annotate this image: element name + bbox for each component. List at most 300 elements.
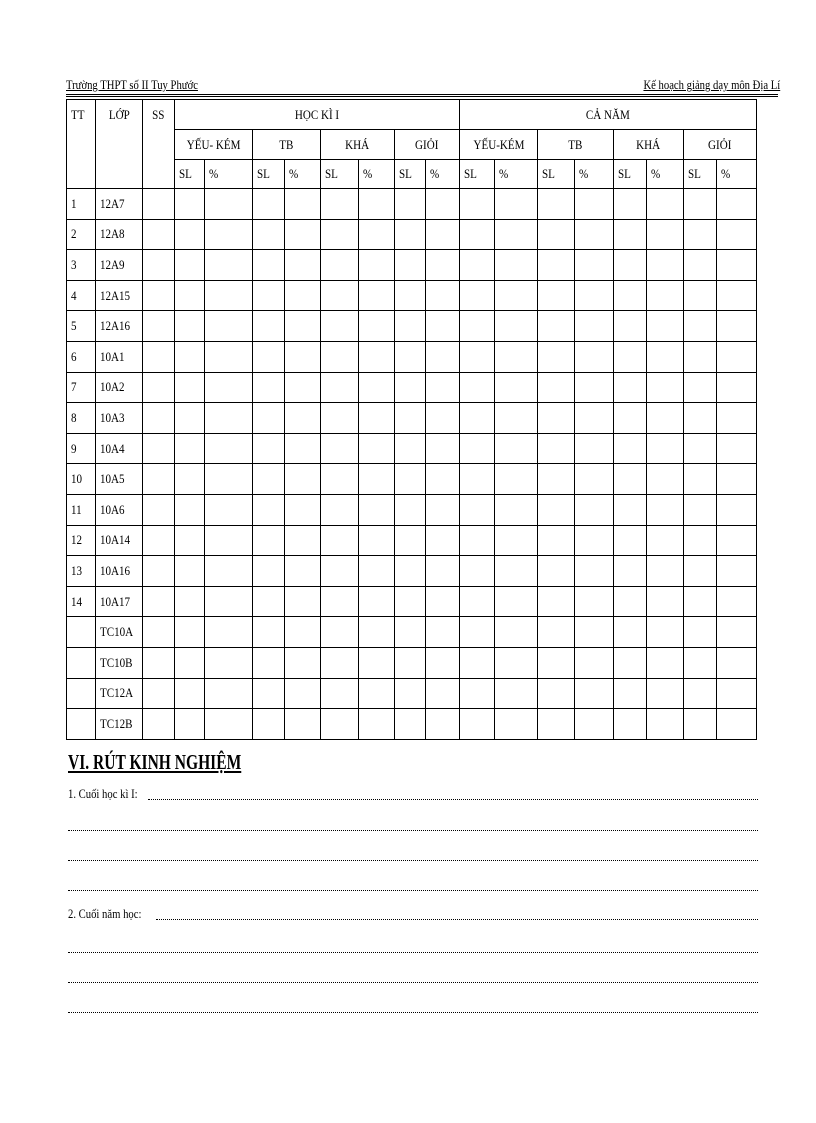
- cell-empty[interactable]: [205, 280, 253, 311]
- cell-empty[interactable]: [395, 341, 426, 372]
- cell-empty[interactable]: [495, 556, 538, 587]
- cell-empty[interactable]: [285, 678, 321, 709]
- cell-empty[interactable]: [684, 586, 717, 617]
- cell-empty[interactable]: [495, 433, 538, 464]
- cell-empty[interactable]: [684, 219, 717, 250]
- cell-empty[interactable]: [426, 372, 460, 403]
- cell-empty[interactable]: [321, 556, 359, 587]
- cell-empty[interactable]: [684, 494, 717, 525]
- cell-empty[interactable]: [538, 219, 575, 250]
- cell-empty[interactable]: [253, 647, 285, 678]
- cell-empty[interactable]: [684, 617, 717, 648]
- cell-empty[interactable]: [495, 189, 538, 220]
- cell-empty[interactable]: [614, 250, 647, 281]
- cell-empty[interactable]: [143, 219, 175, 250]
- cell-empty[interactable]: [614, 433, 647, 464]
- cell-empty[interactable]: [143, 556, 175, 587]
- cell-empty[interactable]: [575, 586, 614, 617]
- cell-empty[interactable]: [538, 525, 575, 556]
- cell-empty[interactable]: [460, 433, 495, 464]
- cell-empty[interactable]: [285, 403, 321, 434]
- cell-empty[interactable]: [175, 372, 205, 403]
- cell-empty[interactable]: [359, 586, 395, 617]
- cell-empty[interactable]: [426, 617, 460, 648]
- cell-empty[interactable]: [143, 403, 175, 434]
- cell-empty[interactable]: [614, 586, 647, 617]
- cell-empty[interactable]: [647, 403, 684, 434]
- cell-empty[interactable]: [426, 189, 460, 220]
- cell-empty[interactable]: [321, 372, 359, 403]
- cell-empty[interactable]: [205, 403, 253, 434]
- cell-empty[interactable]: [426, 525, 460, 556]
- cell-empty[interactable]: [460, 219, 495, 250]
- cell-empty[interactable]: [395, 709, 426, 740]
- cell-empty[interactable]: [395, 678, 426, 709]
- cell-empty[interactable]: [575, 433, 614, 464]
- cell-empty[interactable]: [575, 372, 614, 403]
- cell-empty[interactable]: [614, 647, 647, 678]
- cell-empty[interactable]: [647, 678, 684, 709]
- item2-dots[interactable]: [156, 919, 758, 920]
- cell-empty[interactable]: [495, 280, 538, 311]
- cell-empty[interactable]: [684, 341, 717, 372]
- cell-empty[interactable]: [205, 556, 253, 587]
- cell-empty[interactable]: [684, 372, 717, 403]
- cell-empty[interactable]: [395, 494, 426, 525]
- cell-empty[interactable]: [205, 678, 253, 709]
- cell-empty[interactable]: [495, 464, 538, 495]
- cell-empty[interactable]: [359, 494, 395, 525]
- cell-empty[interactable]: [205, 341, 253, 372]
- cell-empty[interactable]: [205, 189, 253, 220]
- cell-empty[interactable]: [285, 280, 321, 311]
- cell-empty[interactable]: [395, 311, 426, 342]
- cell-empty[interactable]: [143, 647, 175, 678]
- cell-empty[interactable]: [321, 250, 359, 281]
- cell-empty[interactable]: [495, 311, 538, 342]
- cell-empty[interactable]: [359, 464, 395, 495]
- cell-empty[interactable]: [426, 709, 460, 740]
- cell-empty[interactable]: [460, 250, 495, 281]
- cell-empty[interactable]: [538, 647, 575, 678]
- cell-empty[interactable]: [717, 280, 757, 311]
- cell-empty[interactable]: [285, 494, 321, 525]
- cell-empty[interactable]: [205, 494, 253, 525]
- cell-empty[interactable]: [285, 586, 321, 617]
- cell-empty[interactable]: [647, 372, 684, 403]
- cell-empty[interactable]: [205, 525, 253, 556]
- cell-empty[interactable]: [426, 280, 460, 311]
- cell-empty[interactable]: [647, 311, 684, 342]
- cell-empty[interactable]: [575, 556, 614, 587]
- cell-empty[interactable]: [175, 678, 205, 709]
- cell-empty[interactable]: [538, 556, 575, 587]
- cell-empty[interactable]: [359, 280, 395, 311]
- cell-empty[interactable]: [460, 189, 495, 220]
- cell-empty[interactable]: [575, 403, 614, 434]
- cell-empty[interactable]: [205, 219, 253, 250]
- cell-empty[interactable]: [575, 709, 614, 740]
- cell-empty[interactable]: [684, 678, 717, 709]
- cell-empty[interactable]: [359, 678, 395, 709]
- cell-empty[interactable]: [647, 341, 684, 372]
- cell-empty[interactable]: [175, 525, 205, 556]
- cell-empty[interactable]: [359, 403, 395, 434]
- cell-empty[interactable]: [205, 647, 253, 678]
- cell-empty[interactable]: [359, 311, 395, 342]
- cell-empty[interactable]: [285, 341, 321, 372]
- cell-empty[interactable]: [647, 647, 684, 678]
- cell-empty[interactable]: [175, 433, 205, 464]
- cell-empty[interactable]: [647, 494, 684, 525]
- cell-empty[interactable]: [359, 709, 395, 740]
- cell-empty[interactable]: [717, 464, 757, 495]
- cell-empty[interactable]: [684, 556, 717, 587]
- cell-empty[interactable]: [460, 372, 495, 403]
- cell-empty[interactable]: [143, 433, 175, 464]
- cell-empty[interactable]: [321, 494, 359, 525]
- cell-empty[interactable]: [614, 311, 647, 342]
- cell-empty[interactable]: [143, 709, 175, 740]
- cell-empty[interactable]: [538, 250, 575, 281]
- cell-empty[interactable]: [285, 189, 321, 220]
- cell-empty[interactable]: [647, 250, 684, 281]
- cell-empty[interactable]: [538, 617, 575, 648]
- cell-empty[interactable]: [575, 464, 614, 495]
- cell-empty[interactable]: [426, 250, 460, 281]
- cell-empty[interactable]: [395, 372, 426, 403]
- cell-empty[interactable]: [205, 464, 253, 495]
- cell-empty[interactable]: [321, 678, 359, 709]
- cell-empty[interactable]: [143, 464, 175, 495]
- cell-empty[interactable]: [253, 494, 285, 525]
- cell-empty[interactable]: [717, 556, 757, 587]
- cell-empty[interactable]: [614, 464, 647, 495]
- cell-empty[interactable]: [175, 341, 205, 372]
- cell-empty[interactable]: [395, 647, 426, 678]
- cell-empty[interactable]: [538, 341, 575, 372]
- cell-empty[interactable]: [359, 250, 395, 281]
- cell-empty[interactable]: [321, 647, 359, 678]
- cell-empty[interactable]: [575, 525, 614, 556]
- cell-empty[interactable]: [253, 433, 285, 464]
- blank-line[interactable]: [68, 952, 758, 953]
- cell-empty[interactable]: [538, 311, 575, 342]
- cell-empty[interactable]: [175, 617, 205, 648]
- cell-empty[interactable]: [460, 709, 495, 740]
- cell-empty[interactable]: [460, 556, 495, 587]
- cell-empty[interactable]: [285, 372, 321, 403]
- cell-empty[interactable]: [143, 280, 175, 311]
- cell-empty[interactable]: [538, 464, 575, 495]
- cell-empty[interactable]: [253, 525, 285, 556]
- cell-empty[interactable]: [614, 403, 647, 434]
- blank-line[interactable]: [68, 1012, 758, 1013]
- cell-empty[interactable]: [253, 219, 285, 250]
- cell-empty[interactable]: [426, 219, 460, 250]
- cell-empty[interactable]: [684, 709, 717, 740]
- cell-empty[interactable]: [253, 403, 285, 434]
- cell-empty[interactable]: [426, 403, 460, 434]
- cell-empty[interactable]: [426, 341, 460, 372]
- cell-empty[interactable]: [495, 250, 538, 281]
- cell-empty[interactable]: [614, 709, 647, 740]
- cell-empty[interactable]: [495, 617, 538, 648]
- cell-empty[interactable]: [717, 647, 757, 678]
- cell-empty[interactable]: [285, 525, 321, 556]
- cell-empty[interactable]: [684, 433, 717, 464]
- blank-line[interactable]: [68, 982, 758, 983]
- cell-empty[interactable]: [253, 311, 285, 342]
- cell-empty[interactable]: [575, 219, 614, 250]
- cell-empty[interactable]: [395, 403, 426, 434]
- cell-empty[interactable]: [460, 403, 495, 434]
- cell-empty[interactable]: [321, 586, 359, 617]
- cell-empty[interactable]: [253, 372, 285, 403]
- cell-empty[interactable]: [575, 494, 614, 525]
- cell-empty[interactable]: [538, 280, 575, 311]
- cell-empty[interactable]: [717, 709, 757, 740]
- cell-empty[interactable]: [395, 280, 426, 311]
- cell-empty[interactable]: [205, 372, 253, 403]
- cell-empty[interactable]: [205, 586, 253, 617]
- cell-empty[interactable]: [426, 647, 460, 678]
- cell-empty[interactable]: [614, 556, 647, 587]
- cell-empty[interactable]: [143, 586, 175, 617]
- cell-empty[interactable]: [175, 250, 205, 281]
- cell-empty[interactable]: [175, 311, 205, 342]
- cell-empty[interactable]: [717, 617, 757, 648]
- cell-empty[interactable]: [538, 372, 575, 403]
- cell-empty[interactable]: [460, 647, 495, 678]
- cell-empty[interactable]: [538, 403, 575, 434]
- cell-empty[interactable]: [205, 250, 253, 281]
- cell-empty[interactable]: [460, 617, 495, 648]
- cell-empty[interactable]: [647, 556, 684, 587]
- cell-empty[interactable]: [253, 617, 285, 648]
- cell-empty[interactable]: [495, 709, 538, 740]
- cell-empty[interactable]: [495, 494, 538, 525]
- cell-empty[interactable]: [359, 647, 395, 678]
- cell-empty[interactable]: [253, 586, 285, 617]
- cell-empty[interactable]: [460, 678, 495, 709]
- cell-empty[interactable]: [359, 189, 395, 220]
- cell-empty[interactable]: [175, 647, 205, 678]
- cell-empty[interactable]: [460, 586, 495, 617]
- cell-empty[interactable]: [285, 464, 321, 495]
- cell-empty[interactable]: [175, 280, 205, 311]
- cell-empty[interactable]: [684, 525, 717, 556]
- cell-empty[interactable]: [285, 219, 321, 250]
- cell-empty[interactable]: [684, 250, 717, 281]
- cell-empty[interactable]: [321, 189, 359, 220]
- cell-empty[interactable]: [321, 219, 359, 250]
- cell-empty[interactable]: [253, 678, 285, 709]
- cell-empty[interactable]: [321, 433, 359, 464]
- cell-empty[interactable]: [253, 250, 285, 281]
- cell-empty[interactable]: [495, 525, 538, 556]
- cell-empty[interactable]: [426, 494, 460, 525]
- cell-empty[interactable]: [175, 494, 205, 525]
- cell-empty[interactable]: [614, 617, 647, 648]
- cell-empty[interactable]: [717, 189, 757, 220]
- cell-empty[interactable]: [395, 433, 426, 464]
- cell-empty[interactable]: [538, 586, 575, 617]
- cell-empty[interactable]: [717, 311, 757, 342]
- cell-empty[interactable]: [285, 709, 321, 740]
- item1-dots[interactable]: [148, 799, 758, 800]
- cell-empty[interactable]: [426, 678, 460, 709]
- cell-empty[interactable]: [495, 372, 538, 403]
- cell-empty[interactable]: [395, 219, 426, 250]
- cell-empty[interactable]: [395, 617, 426, 648]
- cell-empty[interactable]: [321, 311, 359, 342]
- cell-empty[interactable]: [460, 280, 495, 311]
- blank-line[interactable]: [68, 830, 758, 831]
- cell-empty[interactable]: [285, 556, 321, 587]
- cell-empty[interactable]: [285, 250, 321, 281]
- cell-empty[interactable]: [395, 464, 426, 495]
- cell-empty[interactable]: [614, 219, 647, 250]
- cell-empty[interactable]: [175, 403, 205, 434]
- cell-empty[interactable]: [395, 525, 426, 556]
- cell-empty[interactable]: [717, 341, 757, 372]
- cell-empty[interactable]: [175, 586, 205, 617]
- cell-empty[interactable]: [538, 494, 575, 525]
- cell-empty[interactable]: [460, 464, 495, 495]
- cell-empty[interactable]: [647, 189, 684, 220]
- cell-empty[interactable]: [205, 311, 253, 342]
- cell-empty[interactable]: [460, 494, 495, 525]
- cell-empty[interactable]: [647, 586, 684, 617]
- cell-empty[interactable]: [614, 189, 647, 220]
- cell-empty[interactable]: [426, 433, 460, 464]
- cell-empty[interactable]: [359, 433, 395, 464]
- cell-empty[interactable]: [614, 341, 647, 372]
- cell-empty[interactable]: [647, 709, 684, 740]
- cell-empty[interactable]: [175, 189, 205, 220]
- cell-empty[interactable]: [321, 709, 359, 740]
- cell-empty[interactable]: [175, 556, 205, 587]
- cell-empty[interactable]: [717, 372, 757, 403]
- cell-empty[interactable]: [321, 341, 359, 372]
- cell-empty[interactable]: [538, 189, 575, 220]
- cell-empty[interactable]: [285, 647, 321, 678]
- cell-empty[interactable]: [395, 586, 426, 617]
- cell-empty[interactable]: [684, 647, 717, 678]
- cell-empty[interactable]: [647, 464, 684, 495]
- cell-empty[interactable]: [717, 586, 757, 617]
- cell-empty[interactable]: [253, 709, 285, 740]
- cell-empty[interactable]: [647, 219, 684, 250]
- cell-empty[interactable]: [647, 617, 684, 648]
- cell-empty[interactable]: [143, 678, 175, 709]
- cell-empty[interactable]: [575, 647, 614, 678]
- cell-empty[interactable]: [253, 341, 285, 372]
- cell-empty[interactable]: [460, 311, 495, 342]
- cell-empty[interactable]: [495, 678, 538, 709]
- cell-empty[interactable]: [253, 556, 285, 587]
- blank-line[interactable]: [68, 860, 758, 861]
- cell-empty[interactable]: [614, 372, 647, 403]
- cell-empty[interactable]: [647, 280, 684, 311]
- cell-empty[interactable]: [717, 494, 757, 525]
- cell-empty[interactable]: [175, 219, 205, 250]
- cell-empty[interactable]: [717, 403, 757, 434]
- cell-empty[interactable]: [717, 219, 757, 250]
- cell-empty[interactable]: [321, 464, 359, 495]
- cell-empty[interactable]: [575, 189, 614, 220]
- cell-empty[interactable]: [684, 189, 717, 220]
- cell-empty[interactable]: [538, 678, 575, 709]
- cell-empty[interactable]: [143, 189, 175, 220]
- cell-empty[interactable]: [426, 556, 460, 587]
- cell-empty[interactable]: [285, 433, 321, 464]
- cell-empty[interactable]: [395, 556, 426, 587]
- cell-empty[interactable]: [359, 219, 395, 250]
- cell-empty[interactable]: [575, 250, 614, 281]
- cell-empty[interactable]: [253, 280, 285, 311]
- cell-empty[interactable]: [575, 617, 614, 648]
- cell-empty[interactable]: [143, 341, 175, 372]
- cell-empty[interactable]: [321, 617, 359, 648]
- cell-empty[interactable]: [359, 556, 395, 587]
- cell-empty[interactable]: [321, 280, 359, 311]
- cell-empty[interactable]: [538, 709, 575, 740]
- cell-empty[interactable]: [175, 709, 205, 740]
- cell-empty[interactable]: [717, 525, 757, 556]
- cell-empty[interactable]: [614, 678, 647, 709]
- cell-empty[interactable]: [359, 617, 395, 648]
- cell-empty[interactable]: [495, 586, 538, 617]
- cell-empty[interactable]: [359, 372, 395, 403]
- cell-empty[interactable]: [253, 464, 285, 495]
- cell-empty[interactable]: [717, 433, 757, 464]
- cell-empty[interactable]: [426, 464, 460, 495]
- cell-empty[interactable]: [143, 311, 175, 342]
- cell-empty[interactable]: [717, 250, 757, 281]
- cell-empty[interactable]: [614, 280, 647, 311]
- cell-empty[interactable]: [460, 341, 495, 372]
- cell-empty[interactable]: [717, 678, 757, 709]
- cell-empty[interactable]: [575, 311, 614, 342]
- cell-empty[interactable]: [321, 525, 359, 556]
- cell-empty[interactable]: [575, 678, 614, 709]
- cell-empty[interactable]: [575, 341, 614, 372]
- cell-empty[interactable]: [495, 647, 538, 678]
- cell-empty[interactable]: [495, 219, 538, 250]
- cell-empty[interactable]: [143, 617, 175, 648]
- cell-empty[interactable]: [143, 525, 175, 556]
- cell-empty[interactable]: [253, 189, 285, 220]
- cell-empty[interactable]: [359, 525, 395, 556]
- cell-empty[interactable]: [175, 464, 205, 495]
- cell-empty[interactable]: [460, 525, 495, 556]
- cell-empty[interactable]: [143, 250, 175, 281]
- cell-empty[interactable]: [684, 464, 717, 495]
- cell-empty[interactable]: [321, 403, 359, 434]
- cell-empty[interactable]: [395, 189, 426, 220]
- cell-empty[interactable]: [205, 433, 253, 464]
- cell-empty[interactable]: [647, 525, 684, 556]
- blank-line[interactable]: [68, 890, 758, 891]
- cell-empty[interactable]: [285, 311, 321, 342]
- cell-empty[interactable]: [575, 280, 614, 311]
- cell-empty[interactable]: [614, 525, 647, 556]
- cell-empty[interactable]: [684, 403, 717, 434]
- cell-empty[interactable]: [538, 433, 575, 464]
- cell-empty[interactable]: [426, 586, 460, 617]
